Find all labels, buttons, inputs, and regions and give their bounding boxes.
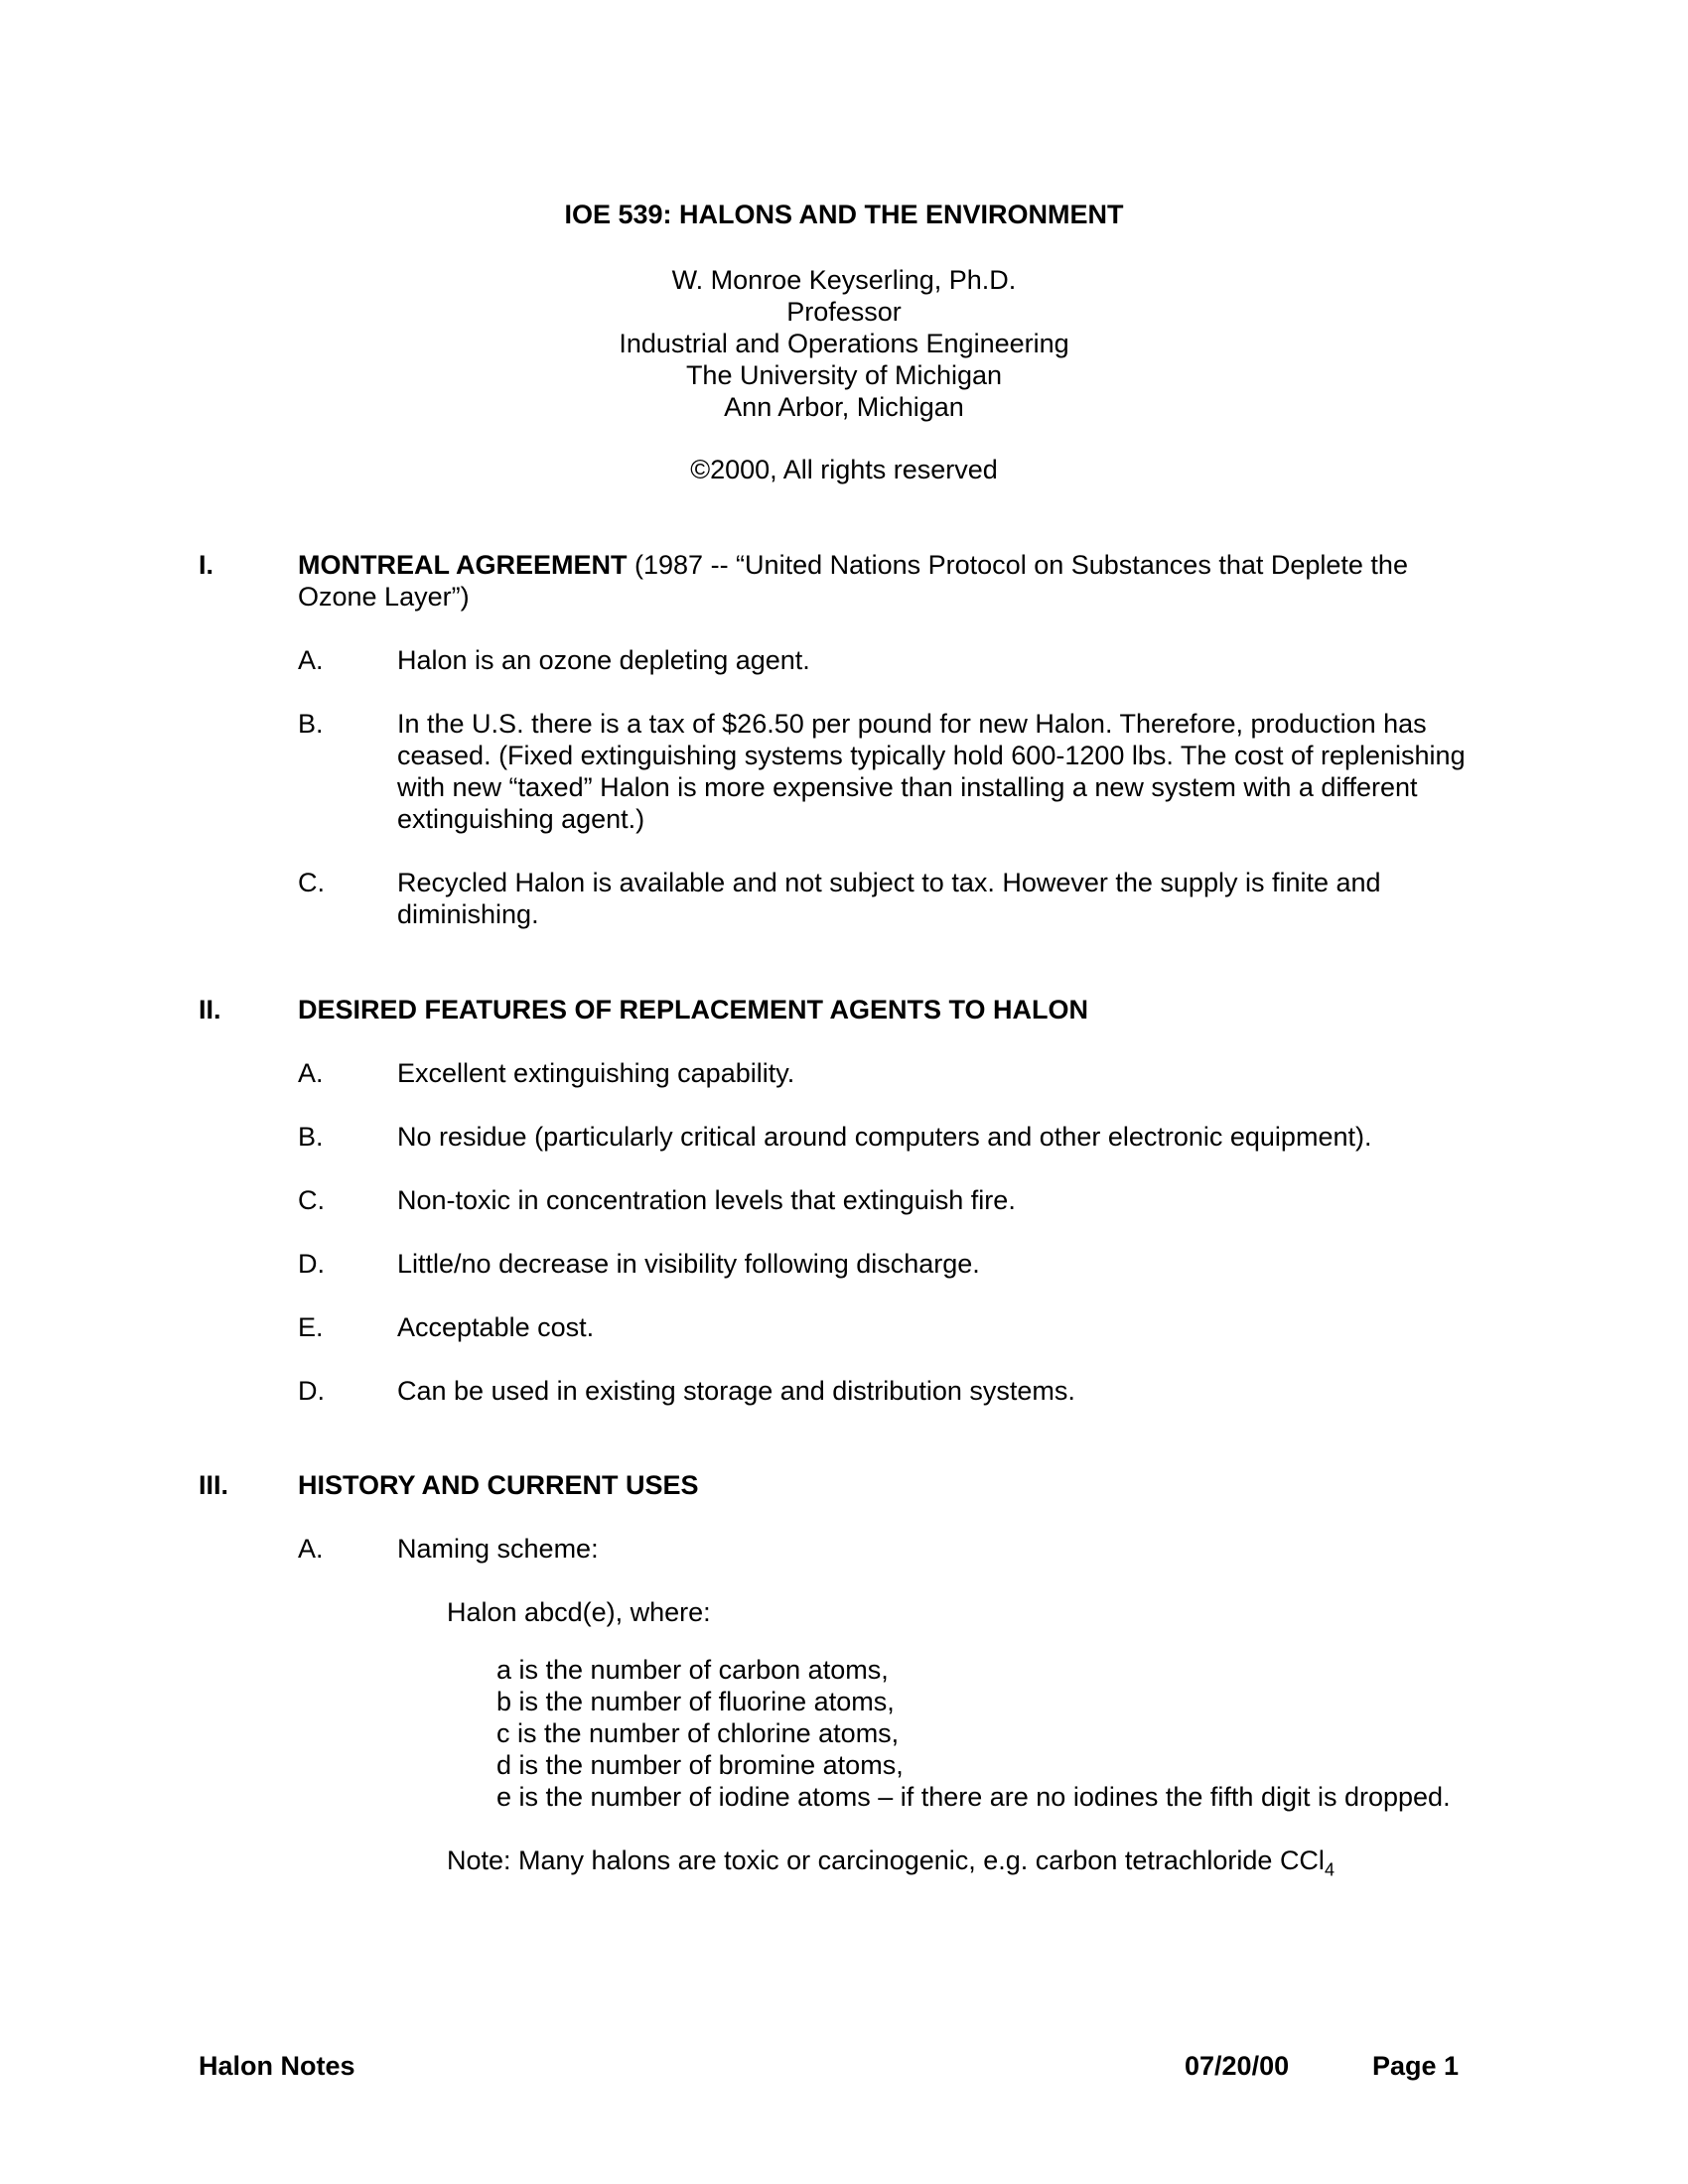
section-heading-bold: DESIRED FEATURES OF REPLACEMENT AGENTS TO HALON [298,995,1089,1024]
section-numeral: I. [199,550,214,580]
atom-line-chlorine: c is the number of chlorine atoms, [496,1718,900,1748]
item-text: Acceptable cost. [397,1312,595,1342]
item-letter: C. [298,868,325,897]
naming-intro: Halon abcd(e), where: [447,1597,711,1627]
item-text: Can be used in existing storage and distribution systems. [397,1376,1075,1406]
footer-title: Halon Notes [199,2051,355,2081]
atom-line-fluorine: b is the number of fluorine atoms, [496,1687,895,1716]
item-text: Excellent extinguishing capability. [397,1058,795,1088]
toxicity-note-text: Note: Many halons are toxic or carcinogenic, e.g. carbon tetrachloride CCl [447,1845,1325,1875]
atom-line-bromine: d is the number of bromine atoms, [496,1750,904,1780]
copyright-notice: ©2000, All rights reserved [690,455,998,484]
footer-date: 07/20/00 [1185,2051,1290,2081]
author-university: The University of Michigan [685,360,1003,390]
atom-line-carbon: a is the number of carbon atoms, [496,1655,889,1685]
item-letter: C. [298,1185,325,1215]
section-heading [298,1469,1489,1501]
section-heading-bold: HISTORY AND CURRENT USES [298,1470,699,1500]
author-block [0,264,1688,423]
atom-line-iodine: e is the number of iodine atoms – if there are no iodines the fifth digit is dropped. [496,1782,1451,1812]
document-title: IOE 539: HALONS AND THE ENVIRONMENT [564,200,1124,229]
section-heading [298,994,1489,1025]
section-heading [298,549,1489,613]
item-text: Non-toxic in concentration levels that extinguish fire. [397,1185,1016,1215]
item-letter: B. [298,1122,324,1152]
footer-page-number: Page 1 [1372,2051,1460,2081]
atom-list [496,1654,1688,1813]
author-position: Professor [786,297,902,327]
item-text: In the U.S. there is a tax of $26.50 per pound for new Halon. Therefore, production has ceased. (Fixed extinguishing systems typically hold 600-1200 lbs. The cost of replenishing with new “taxed” Halon is more expensive than installing a new system with a different extinguishing agent.) [397,709,1466,834]
item-letter: D. [298,1249,325,1279]
author-location: Ann Arbor, Michigan [724,392,964,422]
item-letter: D. [298,1376,325,1406]
item-letter: A. [298,1058,324,1088]
section-heading-bold: MONTREAL AGREEMENT [298,550,628,580]
item-letter: A. [298,1534,324,1564]
author-department: Industrial and Operations Engineering [619,329,1069,358]
item-text: No residue (particularly critical around computers and other electronic equipment). [397,1122,1372,1152]
item-letter: E. [298,1312,324,1342]
item-text: Naming scheme: [397,1534,599,1564]
author-name: W. Monroe Keyserling, Ph.D. [671,265,1017,295]
item-text: Recycled Halon is available and not subject to tax. However the supply is finite and diminishing. [397,868,1381,929]
item-text: Halon is an ozone depleting agent. [397,645,810,675]
item-letter: B. [298,709,324,739]
item-letter: A. [298,645,324,675]
formula-subscript: 4 [1324,1859,1335,1880]
section-numeral: II. [199,995,221,1024]
section-heading-detail: (1987 -- “United Nations Protocol on Substances that Deplete the Ozone Layer”) [298,550,1408,612]
item-text: Little/no decrease in visibility following discharge. [397,1249,980,1279]
section-numeral: III. [199,1470,229,1500]
toxicity-note [447,1844,1489,1885]
